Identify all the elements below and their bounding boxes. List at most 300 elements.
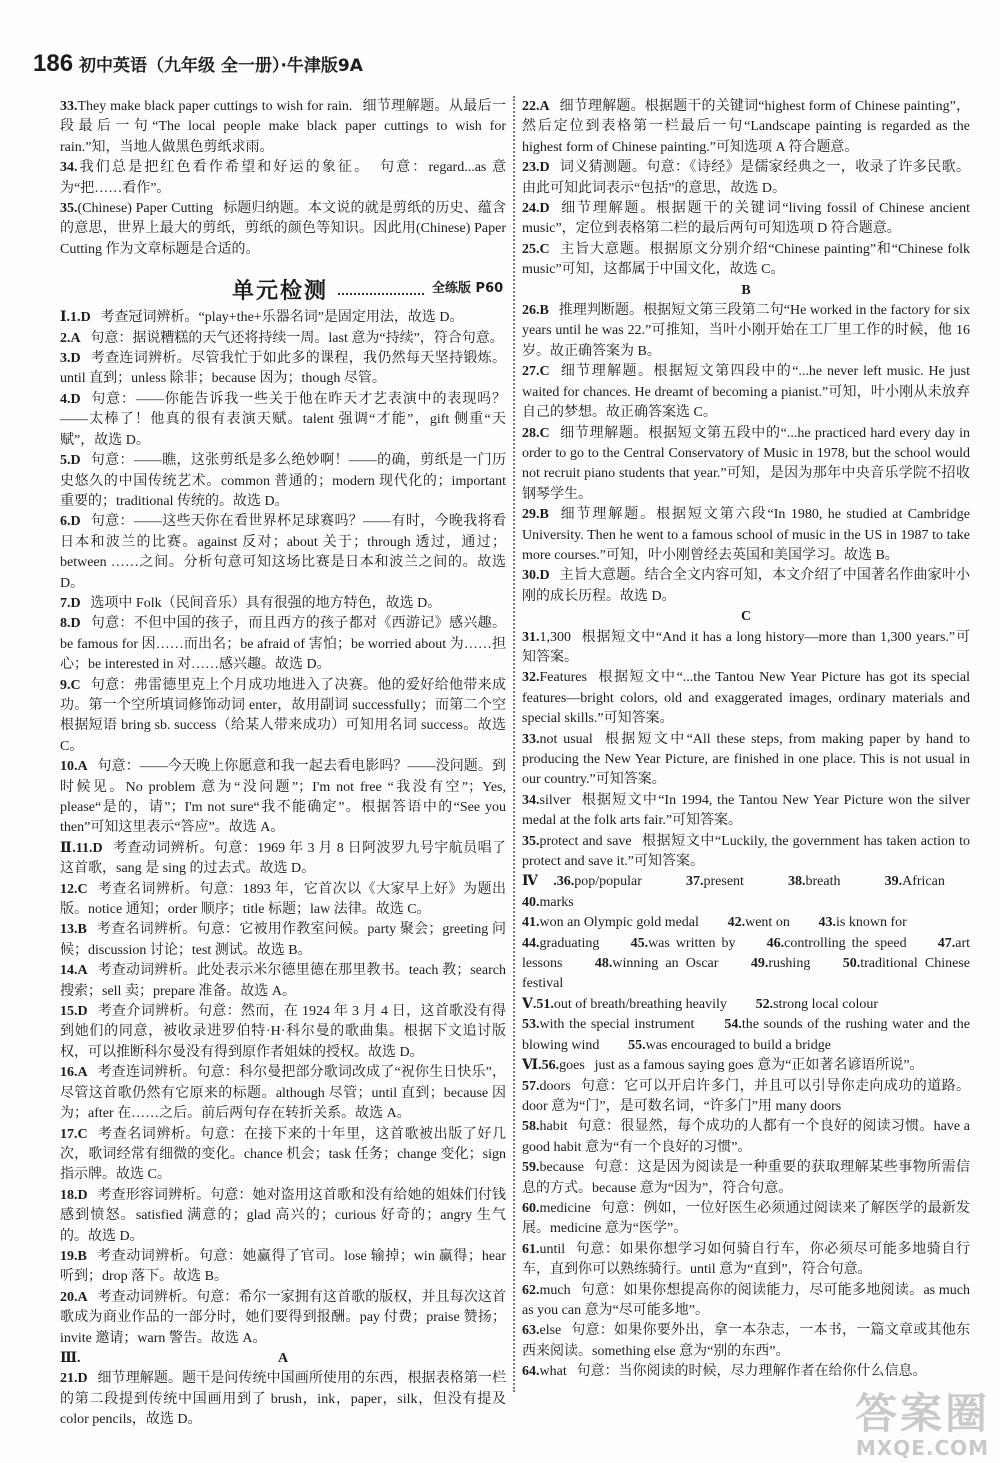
answer-key <box>60 453 81 468</box>
answer-explanation: 考查动词辨析。句意：她赢得了官司。lose 输掉；win 赢得；hear 听到；drop 落下。故选 B。 <box>60 1248 506 1285</box>
answer-key <box>788 874 840 889</box>
part-heading <box>522 607 970 627</box>
answer-value: B <box>77 1248 87 1264</box>
question-number: 28. <box>522 425 540 441</box>
answer-item <box>522 791 970 832</box>
answer-entry <box>628 1038 841 1053</box>
answer-entry <box>885 874 955 889</box>
answer-value: the sounds of the rushing water and the blowing wind <box>522 1017 970 1053</box>
question-number: 42. <box>727 915 746 931</box>
question-number: 35. <box>60 201 78 217</box>
answer-item <box>60 308 506 328</box>
answer-key <box>522 732 593 747</box>
answer-key <box>60 1004 88 1019</box>
answer-key <box>751 956 811 971</box>
answer-key <box>522 1323 561 1338</box>
answer-explanation: 细节理解题。题干是问传统中国画所使用的东西，根据表格第一栏的第二段提到传统中国画用到了 brush，ink，paper，silk，但没有提及 color pencils，故选 D。 <box>60 1371 506 1428</box>
answer-explanation: 句意：如果你要外出，拿一本杂志，一本书，一篇文章或其他东西来阅读。something else 意为“别的东西”。 <box>522 1323 970 1359</box>
answer-key <box>756 997 878 1012</box>
answer-key <box>60 1127 88 1142</box>
passage-letter: C <box>740 609 752 625</box>
answer-key <box>60 1249 87 1264</box>
answer-explanation: 句意：弗雷德里克上个月成功地进入了决赛。他的爱好给他带来成功。第一个空所填词修饰动词 enter，故用副词 successfully；而第二个空根据短语 bring sb. success（给某人带来成功）可知用名词 success。故选 C。 <box>60 677 506 754</box>
answer-value: because <box>539 1160 584 1176</box>
answer-key <box>522 201 550 216</box>
answer-value: A <box>77 1289 88 1305</box>
answer-explanation: 句意：——这些天你在看世界杯足球赛吗？——有时，今晚我将看日本和波兰的比赛。against 反对；about 关于；through 透过，通过；between ……之间。分析句意可知这场比赛是日本和波兰之间的。故选 D。 <box>60 514 506 591</box>
answer-value: D <box>70 391 81 407</box>
answer-value: C <box>70 677 81 693</box>
page-reference: 全练版 P60 <box>432 280 504 296</box>
answer-value: traditional Chinese festival <box>522 956 971 992</box>
answer-explanation: 句意：regard...as 意为“把……看作”。 <box>60 160 507 196</box>
answer-item <box>60 512 506 594</box>
answer-item <box>60 839 506 880</box>
answer-value: else <box>539 1323 562 1339</box>
answer-key <box>819 915 907 930</box>
answer-item <box>522 1117 970 1158</box>
answer-key <box>60 201 213 216</box>
answer-key <box>522 793 571 808</box>
answer-entry <box>751 956 820 971</box>
answer-explanation: 细节理解题。根据题干的关键词“highest form of Chinese painting”，然后定位到表格第一栏最后一句“Landscape painting is regarded as the highest form of Chinese painting.”可知选项 A 符合题意。 <box>522 99 970 155</box>
answer-entry <box>595 956 728 971</box>
question-number: 37. <box>686 874 704 890</box>
question-number: 15. <box>60 1004 78 1020</box>
answer-explanation: 主旨大意题。结合全文内容可知，本文介绍了中国著名作曲家叶小刚的成长历程。故选 D。 <box>522 568 970 604</box>
answer-key <box>522 507 549 522</box>
answer-key <box>522 895 574 910</box>
question-number: 41. <box>522 915 540 931</box>
question-number: 49. <box>750 956 769 972</box>
answer-explanation: 考查动词辨析。句意：希尔一家拥有这首歌的版权，并且每次这首歌成为商业作品的一部分时，她们要得到报酬。pay 付费；praise 赞扬；invite 邀请；warn 警告。故选 A。 <box>60 1289 506 1346</box>
answer-explanation: 句意：很显然，每个成功的人都有一个良好的阅读习惯。have a good habit 意为“有一个良好的习惯”。 <box>522 1119 970 1155</box>
answer-item <box>522 424 970 506</box>
answer-line <box>522 913 970 933</box>
answer-entry <box>631 936 746 951</box>
answer-value: silver <box>539 792 571 808</box>
answer-entry <box>522 997 737 1012</box>
answer-item <box>522 1199 970 1240</box>
answer-item <box>522 730 970 791</box>
answer-item <box>522 668 970 729</box>
answer-value: won an Olympic gold medal <box>539 915 699 931</box>
answer-explanation: 标题归纳题。本文说的就是剪纸的历史、蕴含的意思，世界上最大的剪纸，剪纸的颜色等知识。因此用(Chinese) Paper Cutting 作为文章标题是合适的。 <box>60 201 507 257</box>
question-number: 9. <box>60 677 71 693</box>
answer-entry <box>767 936 917 951</box>
answer-key <box>522 1160 584 1175</box>
answer-key <box>522 568 550 583</box>
answer-item <box>60 329 506 349</box>
answer-explanation: 细节理解题。根据短文第六段“In 1980, he studied at Cambridge University. Then he went to a famous school of music in the US in 1987 to take more courses.”可知，叶小刚曾经去英国和美国学习。故选 B。 <box>522 507 970 563</box>
question-number: 58. <box>522 1119 540 1135</box>
question-number: 29. <box>522 507 540 523</box>
answer-explanation: 根据短文中“All these steps, from making paper by hand to producing the New Year Picture, are finished in one place. This is not usual in our country.”可知答案。 <box>522 731 970 788</box>
answer-value: not usual <box>539 731 593 747</box>
answer-key <box>522 1283 571 1298</box>
answer-explanation: 句意：如果你想提高你的阅读能力，尽可能多地阅读。as much as you can 意为“尽可能多地”。 <box>522 1282 970 1318</box>
answer-key <box>595 956 719 971</box>
question-number: 54. <box>724 1017 742 1033</box>
unit-test-title: 单元检测 <box>232 278 329 304</box>
answer-item <box>60 1186 506 1247</box>
question-number: 40. <box>522 894 540 910</box>
answer-item <box>60 757 506 839</box>
answer-item <box>522 1362 970 1382</box>
answer-item <box>522 240 970 281</box>
answer-item <box>522 505 970 566</box>
answer-value: until <box>539 1241 566 1257</box>
page-header <box>33 50 363 82</box>
question-number: 43. <box>818 915 837 931</box>
answer-value: Features <box>539 670 587 686</box>
question-number: 14. <box>60 963 78 979</box>
answer-value: much <box>539 1282 571 1298</box>
answer-entry <box>522 915 709 930</box>
answer-value: A <box>539 99 550 114</box>
question-number: 30. <box>522 568 540 584</box>
answer-key <box>522 99 550 114</box>
question-number: 61. <box>522 1241 540 1257</box>
answer-value: A <box>77 1065 88 1081</box>
answer-value: D <box>70 616 81 632</box>
answer-value: A <box>77 963 88 979</box>
answer-key <box>522 874 642 889</box>
question-number: Ⅰ.1. <box>60 310 81 326</box>
answer-explanation: 考查名词辨析。句意：它被用作教室问候。party 聚会；greeting 问候；discussion 讨论；test 测试。故选 B。 <box>60 922 506 958</box>
answer-value: A <box>77 759 88 775</box>
answer-value: C <box>77 881 88 897</box>
answer-key <box>522 670 587 685</box>
answer-explanation: 句意：——瞧，这张剪纸是多么绝妙啊！——的确，剪纸是一门历史悠久的中国传统艺术。common 普通的；modern 现代化的；important 重要的；traditional 传统的。故选 D。 <box>60 453 506 509</box>
answer-key <box>522 426 550 441</box>
answer-explanation: 根据短文中“And it has a long history—more than 1,300 years.”可知答案。 <box>522 629 970 665</box>
answer-value: D <box>77 1004 88 1020</box>
question-number: 27. <box>522 364 540 380</box>
question-number: 3. <box>60 351 71 367</box>
book-title: 初中英语（九年级 全一册）·牛津版9A <box>79 56 363 76</box>
answer-item <box>60 451 506 512</box>
question-number: 53. <box>522 1017 540 1033</box>
answer-value: They make black paper cuttings to wish for rain. <box>77 99 353 114</box>
question-number: 38. <box>788 874 806 890</box>
answer-key <box>522 1119 568 1134</box>
answer-key <box>522 364 550 379</box>
answer-value: with the special instrument <box>539 1017 695 1033</box>
answer-explanation: 根据短文中“...the Tantou New Year Picture has got its special features—bright colors, old and exaggerated images, ordinary materials and special skills.”可知答案。 <box>522 670 970 727</box>
passage-letter: A <box>277 1350 289 1366</box>
answer-line <box>522 1015 970 1056</box>
question-number: 32. <box>522 670 540 686</box>
answer-value: (Chinese) Paper Cutting <box>77 201 214 217</box>
answer-item <box>60 97 506 158</box>
answer-explanation: 句意：——今天晚上你愿意和我一起去看电影吗？——没问题。到时候见。No problem 意为“没问题”；I'm not free “我没有空”；Yes, please“是的，请”；I'm not sure“我不能确定”。根据答语中的“See you then”可知这里表示“答应”。故选 A。 <box>60 759 506 836</box>
answer-item <box>60 349 506 390</box>
answer-item <box>60 614 506 675</box>
unit-test-heading <box>232 272 506 302</box>
answer-key <box>60 351 81 366</box>
answer-entry <box>522 1017 704 1032</box>
answer-value: 1,300 <box>539 629 571 645</box>
part-numeral: Ⅲ. <box>60 1350 81 1366</box>
answer-value: controlling the speed <box>784 935 907 951</box>
answer-entry <box>522 895 584 910</box>
answer-item <box>60 1288 506 1349</box>
question-number: 46. <box>766 935 785 951</box>
answer-key <box>60 1188 88 1203</box>
answer-value: was encouraged to build a bridge <box>645 1037 832 1053</box>
answer-value: rushing <box>768 956 811 972</box>
answer-explanation: 考查形容词辨析。句意：她对盗用这首歌和没有给她的姐妹们付钱感到愤怒。satisfied 满意的；glad 高兴的；curious 好奇的；angry 生气的。故选 D。 <box>60 1187 506 1244</box>
answer-explanation: 句意：例如，一位好医生必须通过阅读来了解医学的最新发展。medicine 意为“医学”。 <box>522 1200 970 1237</box>
answer-item <box>60 1125 506 1186</box>
watermark-site: MXQE.COM <box>855 1436 990 1460</box>
answer-value: D <box>539 201 550 217</box>
question-number: 44. <box>522 935 540 951</box>
answer-entry <box>522 936 609 951</box>
question-number: 47. <box>937 935 956 951</box>
question-number: 63. <box>522 1323 540 1339</box>
answer-explanation: 主旨大意题。根据原文分别介绍“Chinese painting”和“Chinese folk music”可知，这都属于中国文化，故选 C。 <box>522 241 970 278</box>
question-number: 35. <box>522 833 540 849</box>
answer-key <box>522 1201 591 1216</box>
answer-explanation: 句意：据说糟糕的天气还将持续一周。last 意为“持续”，符合句意。 <box>90 330 504 346</box>
answer-value: strong local colour <box>773 996 879 1012</box>
watermark-logo-text: 答案圈 <box>854 1389 990 1438</box>
answer-value: winning an Oscar <box>612 956 719 972</box>
answer-key <box>60 841 103 856</box>
answer-entry <box>686 874 754 889</box>
answer-item <box>522 1056 970 1076</box>
question-number: 48. <box>594 956 613 972</box>
answer-item <box>60 676 506 758</box>
passage-letter: B <box>741 282 751 298</box>
question-number: 33. <box>522 731 540 747</box>
question-number: 18. <box>60 1187 78 1203</box>
answer-key <box>522 1017 694 1032</box>
answer-value: was written by <box>648 935 736 951</box>
answer-line <box>522 872 970 913</box>
watermark-logo <box>855 1391 990 1459</box>
answer-explanation: 根据短文中“In 1994, the Tantou New Year Picture won the silver medal at the folk arts fair.”可知答案。 <box>522 792 970 829</box>
answer-explanation: just as a famous saying goes 意为“正如著名谚语所说”。 <box>594 1058 924 1074</box>
answer-entry <box>788 874 850 889</box>
question-number: 62. <box>522 1282 540 1298</box>
question-number: 19. <box>60 1248 78 1264</box>
answer-item <box>522 1281 970 1322</box>
answer-key <box>60 331 81 346</box>
question-number: 31. <box>522 629 540 645</box>
answer-key <box>522 1364 567 1379</box>
page-number: 186 <box>33 50 74 77</box>
answer-explanation: 句意：这是因为阅读是一种重要的获取理解某些事物所需信息的方式。because 意为“因为”，符合句意。 <box>522 1160 970 1196</box>
answer-value: A <box>70 330 81 346</box>
answer-item <box>60 1002 506 1063</box>
answer-explanation: 细节理解题。根据题干的关键词“living fossil of Chinese ancient music”，定位到表格第二栏的最后两句可知选项 D 符合题意。 <box>522 201 970 237</box>
question-number: 52. <box>755 996 774 1012</box>
answer-explanation: 考查连词辨析。句意：科尔曼把部分歌词改成了“祝你生日快乐”，尽管这首歌仍然有它原来的标题。although 尽管；until 直到；because 因为；after 在……之后。前后两句存在转折关系。故选 A。 <box>60 1065 506 1122</box>
answer-line <box>522 995 970 1015</box>
answer-key <box>60 392 81 407</box>
answer-value: C <box>539 425 550 441</box>
answer-value: D <box>70 514 81 530</box>
answer-entry <box>522 956 970 991</box>
answer-explanation: 考查动词辨析。句意：1969 年 3 月 8 日阿波罗九号宇航员唱了这首歌，sang 是 sing 的过去式。故选 D。 <box>60 840 507 877</box>
question-number: 2. <box>60 330 71 346</box>
answer-item <box>60 594 506 614</box>
question-number: 8. <box>60 616 71 632</box>
answer-value: D <box>77 1371 88 1387</box>
answer-key <box>60 514 81 529</box>
answer-item <box>60 961 506 1002</box>
question-number: 57. <box>522 1078 540 1094</box>
question-number: 13. <box>60 922 78 938</box>
question-number: 34. <box>522 792 540 808</box>
answer-key <box>60 1290 88 1305</box>
answer-explanation: 句意：不但中国的孩子，而且西方的孩子都对《西游记》感兴趣。be famous for 因……而出名；be afraid of 害怕；be worried about 为……担心；be interested in 对……感兴趣。故选 D。 <box>60 616 506 673</box>
question-number: 4. <box>60 391 71 407</box>
answer-key <box>60 922 87 937</box>
question-number: 7. <box>60 595 71 611</box>
answer-value: C <box>539 241 550 257</box>
answer-explanation: 选项中 Folk（民间音乐）具有很强的地方特色，故选 D。 <box>90 595 442 611</box>
answer-key <box>60 99 352 114</box>
answer-value: C <box>539 364 550 380</box>
part-heading <box>522 281 970 301</box>
answer-key <box>885 874 945 889</box>
answer-entry <box>728 915 800 930</box>
question-number: 50. <box>842 956 861 972</box>
answer-entry <box>819 915 917 930</box>
answer-explanation: 句意：如果你想学习如何骑自行车，你必须尽可能多地骑自行车，直到你可以熟练骑行。until 意为“直到”，符合句意。 <box>522 1241 970 1278</box>
answer-explanation: 推理判断题。根据短文第三段第二句“He worked in the factory for six years until he was 22.”可推知，当叶小刚开始在工厂里工作的时候，他 16 岁。故正确答案为 B。 <box>522 303 970 359</box>
answer-item <box>60 199 506 260</box>
answer-entry <box>522 874 652 889</box>
answer-line <box>522 934 970 995</box>
answer-value: protect and save <box>539 833 632 849</box>
answer-explanation: 细节理解题。从最后一段最后一句“The local people make black paper cuttings to wish for rain.”知，当地人做黑色剪纸求雨。 <box>60 99 507 155</box>
answer-value: D <box>70 453 81 469</box>
answer-key <box>728 915 790 930</box>
answer-item <box>522 1240 970 1281</box>
answer-explanation: 细节理解题。根据短文第四段中的“...he never left music. He just waited for chances. He dreamt of becoming a pianist.”可知，叶小刚从未放弃自己的梦想。故正确答案选 C。 <box>522 364 970 421</box>
answer-explanation: 句意：它可以开启许多门，并且可以引导你走向成功的道路。door 意为“门”，是可数名词，“许多门”用 many doors <box>522 1078 970 1114</box>
answer-key <box>628 1038 831 1053</box>
answer-value: D <box>70 595 81 611</box>
question-number: 33. <box>60 99 78 114</box>
answer-key <box>522 997 727 1012</box>
answer-key <box>60 1371 88 1386</box>
question-number: Ⅴ.51. <box>522 996 554 1012</box>
answer-key <box>631 936 736 951</box>
answer-item <box>60 920 506 961</box>
answer-key <box>686 874 744 889</box>
answer-value: medicine <box>539 1200 591 1216</box>
answer-value: graduating <box>539 935 600 951</box>
answer-key <box>522 1058 585 1073</box>
answer-value: present <box>703 874 744 890</box>
question-number: 16. <box>60 1065 78 1081</box>
answer-value: went on <box>745 915 790 931</box>
answer-item <box>522 158 970 199</box>
answer-value: D <box>77 1187 88 1203</box>
answer-key <box>60 616 81 631</box>
answer-value: marks <box>539 894 574 910</box>
question-number: Ⅱ.11. <box>60 840 93 856</box>
question-number: 60. <box>522 1200 540 1216</box>
question-number: 6. <box>60 514 71 530</box>
answer-item <box>522 832 970 873</box>
answer-value: breath <box>805 874 841 890</box>
question-number: 24. <box>522 201 540 217</box>
answer-key <box>60 310 91 325</box>
right-column <box>522 97 970 1383</box>
answer-value: C <box>77 1126 88 1142</box>
column-divider <box>513 96 515 1392</box>
answer-item <box>60 390 506 451</box>
answer-value: pop/popular <box>574 874 642 890</box>
answer-value: D <box>539 160 550 176</box>
question-number: 20. <box>60 1289 78 1305</box>
question-number: Ⅵ.56. <box>522 1058 560 1074</box>
answer-entry <box>756 997 888 1012</box>
answer-key <box>522 1242 565 1257</box>
answer-key <box>522 160 550 175</box>
answer-item <box>60 1369 506 1430</box>
answer-key <box>522 1079 571 1094</box>
answer-value: African <box>902 874 945 890</box>
answer-key <box>522 834 632 849</box>
question-number: 12. <box>60 881 78 897</box>
answer-key <box>60 882 88 897</box>
answer-value: B <box>539 507 549 523</box>
question-number: 64. <box>522 1364 540 1380</box>
answer-value: D <box>539 568 550 584</box>
answer-item <box>522 1077 970 1118</box>
answer-explanation: 考查介词辨析。句意：然而，在 1924 年 3 月 4 日，这首歌没有得到她们的同意，被收录进罗伯特·H·科尔曼的歌曲集。根据下文追讨版权，可以推断科尔曼没有得到原作者姐妹的授权。故选 D。 <box>60 1004 506 1060</box>
answer-item <box>522 301 970 362</box>
answer-key <box>767 936 907 951</box>
answer-key <box>60 160 370 175</box>
answer-explanation: 考查冠词辨析。“play+the+乐器名词”是固定用法，故选 D。 <box>100 310 464 326</box>
answer-value: doors <box>539 1078 571 1094</box>
left-column <box>60 97 506 1431</box>
answer-key <box>60 678 81 693</box>
answer-explanation: 句意：当你阅读的时候，尽力理解作者在给你什么信息。 <box>576 1364 927 1380</box>
question-number: 5. <box>60 453 71 469</box>
answer-key <box>60 1065 88 1080</box>
answer-value: out of breath/breathing heavily <box>553 996 727 1012</box>
answer-value: what <box>539 1364 567 1380</box>
question-number: 23. <box>522 160 540 176</box>
answer-item <box>60 1063 506 1124</box>
answer-value: B <box>77 922 87 938</box>
answer-item <box>522 199 970 240</box>
answer-key <box>522 303 549 318</box>
answer-item <box>522 1158 970 1199</box>
answer-value: B <box>539 303 549 319</box>
answer-explanation: 考查名词辨析。句意：1893 年，它首次以《大家早上好》为题出版。notice 通知；order 顺序；title 标题；law 法律。故选 C。 <box>60 881 506 918</box>
question-number: 55. <box>628 1037 646 1053</box>
question-number: 25. <box>522 241 540 257</box>
question-number: Ⅳ.36. <box>522 874 575 890</box>
answer-key <box>522 936 599 951</box>
answer-item <box>522 97 970 158</box>
dot-leader <box>338 293 424 295</box>
question-number: 10. <box>60 759 78 775</box>
answer-value: habit <box>539 1119 568 1135</box>
answer-explanation: 句意：——你能告诉我一些关于他在昨天才艺表演中的表现吗？——太棒了！他真的很有表演天赋。talent 强调“才能”，gift 侧重“天赋”，故选 D。 <box>60 391 506 448</box>
